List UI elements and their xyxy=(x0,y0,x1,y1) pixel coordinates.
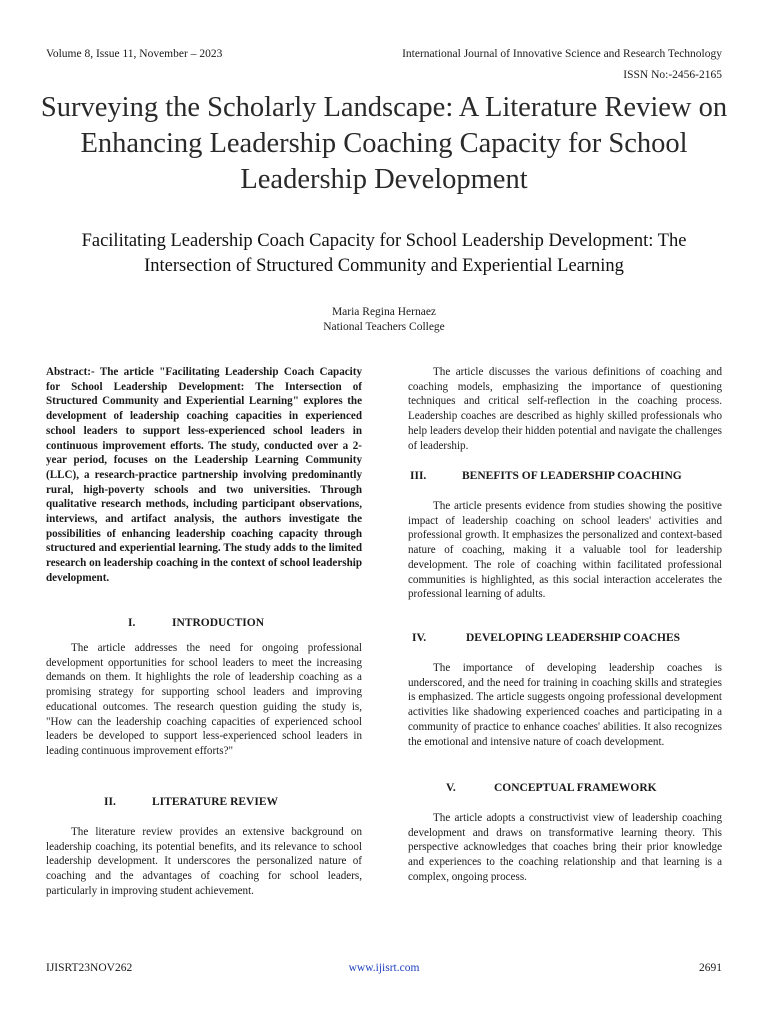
paragraph: The literature review provides an extensive background on leadership coaching, its potential benefits, and its relevance to school leadership development. It underscores the personalized nature of coaching and the advantages of coaching for school leaders, particularly in improving student achievement. xyxy=(46,826,362,897)
section-number: III. xyxy=(410,470,427,482)
developing-coaches-body xyxy=(408,661,722,749)
section-number: II. xyxy=(104,796,116,808)
paragraph: The article discusses the various definitions of coaching and coaching models, emphasizing the importance of questioning techniques and critical self-reflection in the coaching process. Leadership coaches are described as highly skilled professionals who help leaders develop their hidden potential and navigate the challenges of leadership. xyxy=(408,366,722,452)
section-heading-literature-review xyxy=(104,796,278,808)
section-title: LITERATURE REVIEW xyxy=(152,796,278,808)
paper-title: Surveying the Scholarly Landscape: A Literature Review on Enhancing Leadership Coaching Capacity for School Leadership Development xyxy=(40,92,728,195)
author-affiliation: National Teachers College xyxy=(323,321,445,333)
paragraph: The importance of developing leadership coaches is underscored, and the need for training in coaching skills and strategies is emphasized. The article suggests ongoing professional development activities like shadowing experienced coaches and participating in a community of practice to enhance coaches' abilities. It also recognizes the emotional and intensive nature of coach development. xyxy=(408,662,722,748)
section-title: CONCEPTUAL FRAMEWORK xyxy=(494,782,657,794)
paragraph: The article adopts a constructivist view of leadership coaching development and draws on transformative learning theory. This perspective acknowledges that coaches bring their prior knowledge and experiences to the coaching relationship and that learning is a complex, ongoing process. xyxy=(408,812,722,883)
page-number: 2691 xyxy=(699,962,722,974)
paper-subtitle: Facilitating Leadership Coach Capacity for School Leadership Development: The Intersection of Structured Community and Experiential Learning xyxy=(81,231,687,276)
benefits-body xyxy=(408,499,722,602)
paragraph: The article presents evidence from studies showing the positive impact of leadership coaching on school leaders' activities and professional growth. It emphasizes the personalized and context-based nature of coaching, making it a valuable tool for leadership development. The role of coaching within facilitated professional communities is highlighted, as this social interaction accelerates the professional learning of adults. xyxy=(408,500,722,601)
section-number: V. xyxy=(446,782,456,794)
section-heading-benefits xyxy=(410,470,682,482)
paragraph: The article addresses the need for ongoing professional development opportunities for school leaders to meet the increasing demands on them. It highlights the role of leadership coaching as a promising strategy for supporting school leaders and improving educational outcomes. The research question guiding the study is, "How can the leadership coaching capacities of experienced school leaders be developed to support less-experienced school leaders in leading continuous improvement efforts?" xyxy=(46,642,362,757)
section-heading-introduction xyxy=(128,617,264,629)
abstract: Abstract:- The article "Facilitating Leadership Coach Capacity for School Leadership Development: The Intersection of Structured Community and Experiential Learning" explores the development of leadership coaching capacities in experienced school leaders to support less-experienced school leaders in continuous improvement efforts. The study, conducted over a 2-year period, focuses on the Leadership Learning Community (LLC), a research-practice partnership involving predominantly rural, high-poverty schools and two universities. Through qualitative research methods, including participant observations, interviews, and artifact analysis, the authors investigate the possibilities of enhancing leadership coaching capacity through structured and experiential learning. The study adds to the limited research on leadership coaching in the context of school leadership development. xyxy=(46,366,362,584)
section-heading-conceptual-framework xyxy=(446,782,657,794)
section-number: IV. xyxy=(412,632,427,644)
author-name: Maria Regina Hernaez xyxy=(331,306,437,318)
section-number: I. xyxy=(128,617,136,629)
left-column xyxy=(46,365,362,586)
section-title: DEVELOPING LEADERSHIP COACHES xyxy=(466,632,681,644)
journal-name: International Journal of Innovative Science and Research Technology xyxy=(402,48,722,60)
section-title: BENEFITS OF LEADERSHIP COACHING xyxy=(462,470,682,482)
literature-review-continued xyxy=(408,365,722,453)
paper-id: IJISRT23NOV262 xyxy=(46,962,133,974)
introduction-body xyxy=(46,641,362,759)
issn: ISSN No:-2456-2165 xyxy=(623,69,722,81)
section-title: INTRODUCTION xyxy=(172,617,265,629)
journal-website-link[interactable]: www.ijisrt.com xyxy=(348,962,420,974)
literature-review-body xyxy=(46,825,362,899)
conceptual-framework-body xyxy=(408,811,722,885)
journal-volume-info: Volume 8, Issue 11, November – 2023 xyxy=(46,48,223,60)
section-heading-developing-coaches xyxy=(412,632,680,644)
